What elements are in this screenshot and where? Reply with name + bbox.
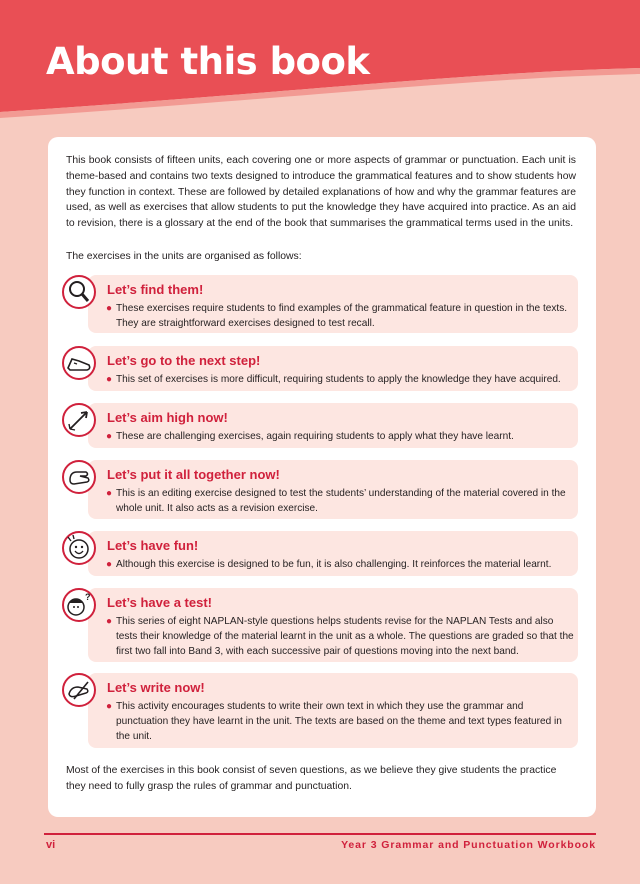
- exercise-box-put-together: [88, 460, 578, 519]
- exercise-title: Let’s go to the next step!: [107, 353, 261, 368]
- exercise-text: This is an editing exercise designed to test the students’ understanding of the material covered in the whole unit. It also acts as a revision exercise.: [116, 488, 566, 514]
- exercise-box-have-test: [85, 588, 578, 662]
- arrow-target-icon: [62, 403, 96, 437]
- exercise-title: Let’s find them!: [107, 282, 204, 297]
- bullet-icon: ●: [106, 488, 113, 499]
- exercise-box-aim-high: [88, 403, 578, 448]
- lead-sentence: The exercises in the units are organised as follows:: [66, 251, 302, 262]
- exercise-box-have-fun: [88, 531, 578, 576]
- exercise-title: Let’s write now!: [107, 680, 205, 695]
- bullet-icon: ●: [106, 374, 113, 385]
- exercise-text: This series of eight NAPLAN-style questions helps students revise for the NAPLAN Tests and also tests their knowledge of the material learnt in the unit as a whole. The questions are graded so that the first two fall into Band 3, with each successive pair of questions moving into the next band.: [116, 616, 574, 657]
- exercise-title: Let’s put it all together now!: [107, 467, 280, 482]
- exercise-description: [106, 373, 574, 388]
- exercise-description: [106, 700, 574, 744]
- exercise-text: These are challenging exercises, again requiring students to apply what they have learnt.: [116, 431, 514, 442]
- footer-divider: [44, 833, 596, 835]
- thinking-student-icon: [62, 588, 96, 622]
- exercise-text: This set of exercises is more difficult, requiring students to apply the knowledge they have acquired.: [116, 374, 561, 385]
- bullet-icon: ●: [106, 616, 113, 627]
- exercise-description: [106, 558, 574, 573]
- magnifying-glass-icon: [62, 275, 96, 309]
- page-title: About this book: [46, 40, 370, 83]
- exercise-text: Although this exercise is designed to be fun, it is also challenging. It reinforces the material learnt.: [116, 559, 552, 570]
- exercise-box-next-step: [88, 346, 578, 391]
- bullet-icon: ●: [106, 559, 113, 570]
- exercise-description: [106, 487, 574, 517]
- page-number: vi: [46, 839, 56, 851]
- bullet-icon: ●: [106, 431, 113, 442]
- puzzle-hand-icon: [62, 460, 96, 494]
- bullet-icon: ●: [106, 701, 113, 712]
- exercise-box-write-now: [88, 673, 578, 748]
- exercise-text: This activity encourages students to write their own text in which they use the grammar and punctuation they have learnt in the unit. The texts are based on the theme and text types featured in the unit.: [116, 701, 562, 742]
- exercise-title: Let’s have fun!: [107, 538, 199, 553]
- svg-text:?: ?: [85, 592, 91, 602]
- exercise-description: [106, 302, 574, 332]
- exercise-text: These exercises require students to find examples of the grammatical feature in question in the texts. They are straightforward exercises designed to test recall.: [116, 303, 568, 329]
- writing-hand-icon: [62, 673, 96, 707]
- smiling-face-icon: [62, 531, 96, 565]
- content-panel: [48, 137, 596, 817]
- exercise-description: [106, 615, 574, 659]
- exercise-title: Let’s have a test!: [107, 595, 213, 610]
- exercise-box-find-them: [88, 275, 578, 333]
- book-title: Year 3 Grammar and Punctuation Workbook: [341, 839, 596, 851]
- exercise-description: [106, 430, 574, 445]
- closing-paragraph: Most of the exercises in this book consist of seven questions, as we believe they give students the practice they need to fully grasp the rules of grammar and punctuation.: [66, 765, 557, 792]
- header-banner: [0, 0, 640, 120]
- intro-paragraph: This book consists of fifteen units, each covering one or more aspects of grammar or punctuation. Each unit is theme-based and contains two texts designed to introduce the grammatical features and to show students how they function in context. These are followed by detailed explanations of how and why the grammar features are used, as well as exercises that allow students to put the knowledge they have acquired into practice. As an aid to revision, there is a glossary at the end of the book that summarises the grammatical terms used in the units.: [66, 155, 576, 230]
- running-shoe-icon: [62, 346, 96, 380]
- exercise-title: Let’s aim high now!: [107, 410, 228, 425]
- bullet-icon: ●: [106, 303, 113, 314]
